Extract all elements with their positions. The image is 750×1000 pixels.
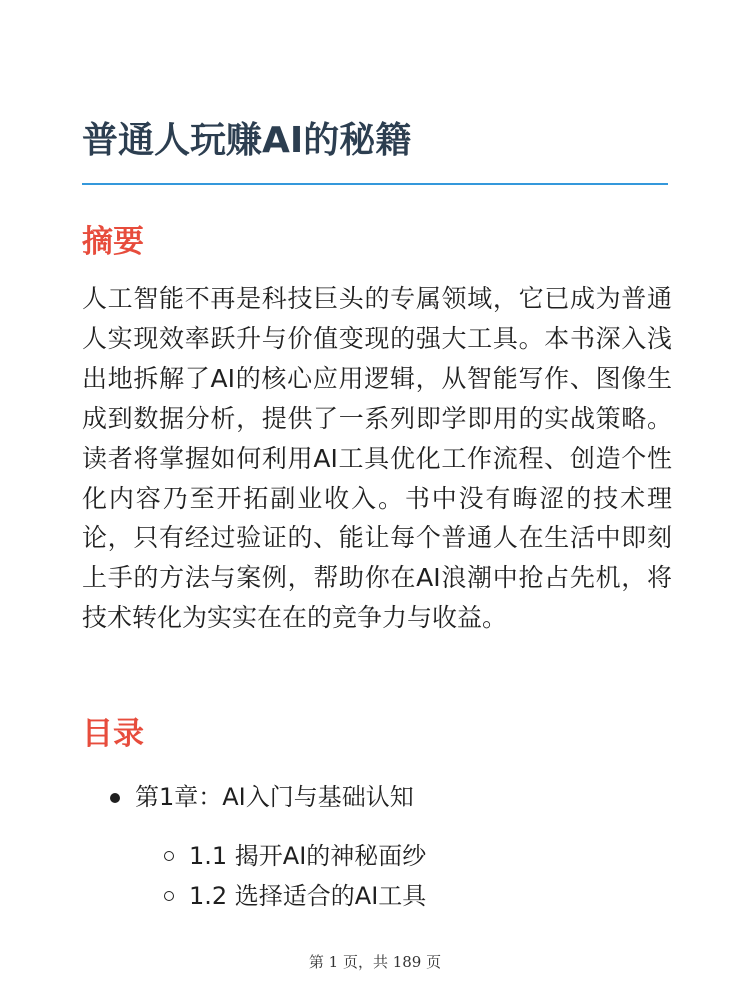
page-footer: 第 1 页，共 189 页 bbox=[308, 953, 442, 971]
document-title: 普通人玩赚AI的秘籍 bbox=[82, 120, 412, 161]
toc-chapter-label: 第1章：AI入门与基础认知 bbox=[135, 783, 414, 811]
abstract-paragraph: 人工智能不再是科技巨头的专属领域，它已成为普通人实现效率跃升与价值变现的强大工具。本书深入浅出地拆解了AI的核心应用逻辑，从智能写作、图像生成到数据分析，提供了一系列即学即用的实战策略。读者将掌握如何利用AI工具优化工作流程、创造个性化内容乃至开拓副业收入。书中没有晦涩的技术理论，只有经过验证的、能让每个普通人在生活中即刻上手的方法与案例，帮助你在AI浪潮中抢占先机，将技术转化为实实在在的竞争力与收益。 bbox=[82, 284, 672, 633]
bullet-circle-icon bbox=[164, 891, 174, 901]
toc-heading: 目录 bbox=[82, 716, 144, 752]
toc-section-1-2[interactable] bbox=[82, 876, 629, 916]
title-divider bbox=[82, 183, 668, 185]
toc-chapter-1[interactable] bbox=[82, 777, 682, 916]
table-of-contents bbox=[82, 777, 682, 916]
toc-section-label: 1.1 揭开AI的神秘面纱 bbox=[189, 842, 427, 870]
bullet-circle-icon bbox=[164, 851, 174, 861]
bullet-disc-icon bbox=[110, 793, 120, 803]
toc-section-list bbox=[82, 836, 629, 916]
abstract-heading: 摘要 bbox=[82, 224, 144, 260]
toc-section-label: 1.2 选择适合的AI工具 bbox=[189, 882, 427, 910]
toc-section-1-1[interactable] bbox=[82, 836, 629, 876]
